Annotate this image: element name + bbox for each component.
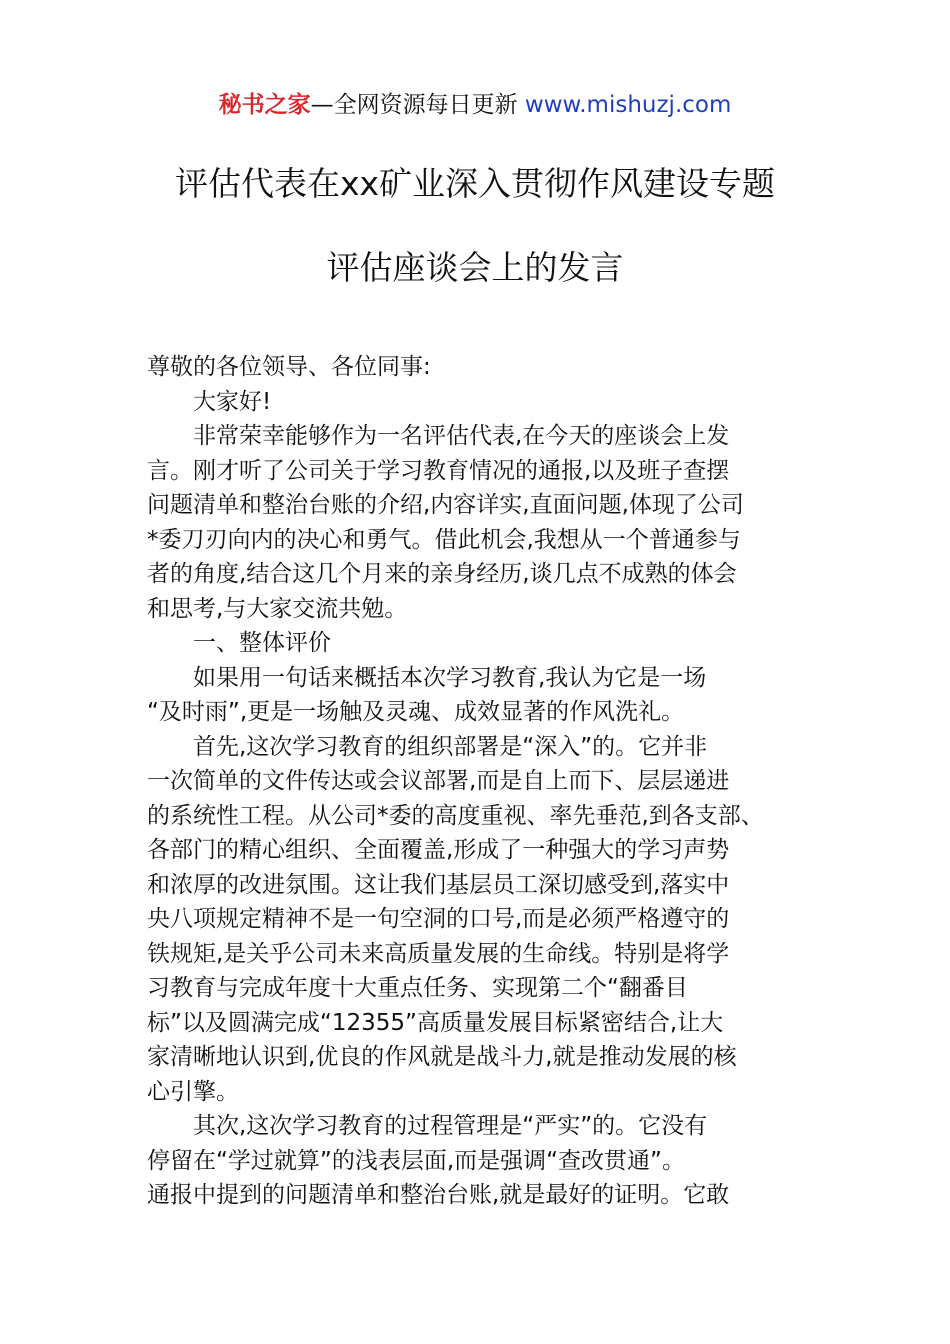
body-line: 习教育与完成年度十大重点任务、实现第二个“翻番目 — [147, 975, 688, 1001]
body-line: 一次简单的文件传达或会议部署,而是自上而下、层层递进 — [147, 768, 730, 794]
greeting: 大家好! — [193, 388, 272, 415]
title-line-1: 评估代表在xx矿业深入贯彻作风建设专题 — [174, 164, 776, 203]
body-line: 和思考,与大家交流共勉。 — [147, 595, 408, 622]
body-line: 首先,这次学习教育的组织部署是“深入”的。它并非 — [193, 733, 708, 760]
body-line: 言。刚才听了公司关于学习教育情况的通报,以及班子查摆 — [147, 457, 730, 484]
section-heading: 一、整体评价 — [193, 630, 331, 656]
site-slogan: —全网资源每日更新 — [310, 92, 525, 118]
body-line: 铁规矩,是关乎公司未来高质量发展的生命线。特别是将学 — [147, 940, 730, 967]
site-header — [0, 88, 950, 122]
body-line: 非常荣幸能够作为一名评估代表,在今天的座谈会上发 — [193, 423, 730, 449]
document-title — [0, 160, 950, 292]
body-line: 如果用一句话来概括本次学习教育,我认为它是一场 — [193, 664, 707, 691]
body-line: 停留在“学过就算”的浅表层面,而是强调“查改贯通”。 — [147, 1147, 685, 1174]
body-line: 者的角度,结合这几个月来的亲身经历,谈几点不成熟的体会 — [147, 561, 737, 587]
body-line: 各部门的精心组织、全面覆盖,形成了一种强大的学习声势 — [147, 837, 730, 863]
body-line: 和浓厚的改进氛围。这让我们基层员工深切感受到,落实中 — [147, 871, 730, 898]
body-line: *委刀刃向内的决心和勇气。借此机会,我想从一个普通参与 — [147, 526, 741, 553]
body-line: 的系统性工程。从公司*委的高度重视、率先垂范,到各支部、 — [147, 802, 764, 829]
title-line-2: 评估座谈会上的发言 — [326, 248, 624, 287]
body-line: 心引擎。 — [147, 1078, 239, 1105]
body-line: 标”以及圆满完成“12355”高质量发展目标紧密结合,让大 — [147, 1009, 724, 1036]
body-line: “及时雨”,更是一场触及灵魂、成效显著的作风洗礼。 — [147, 699, 685, 725]
body-line: 问题清单和整治台账的介绍,内容详实,直面问题,体现了公司 — [147, 492, 744, 518]
body-line: 其次,这次学习教育的过程管理是“严实”的。它没有 — [193, 1113, 708, 1139]
site-url-link[interactable]: www.mishuzj.com — [524, 92, 732, 118]
salutation: 尊敬的各位领导、各位同事: — [147, 354, 431, 380]
body-line: 通报中提到的问题清单和整治台账,就是最好的证明。它敢 — [147, 1182, 730, 1208]
site-brand: 秘书之家 — [218, 92, 311, 118]
document-body — [147, 350, 817, 1213]
body-line: 家清晰地认识到,优良的作风就是战斗力,就是推动发展的核 — [147, 1044, 737, 1070]
body-line: 央八项规定精神不是一句空洞的口号,而是必须严格遵守的 — [147, 906, 730, 932]
